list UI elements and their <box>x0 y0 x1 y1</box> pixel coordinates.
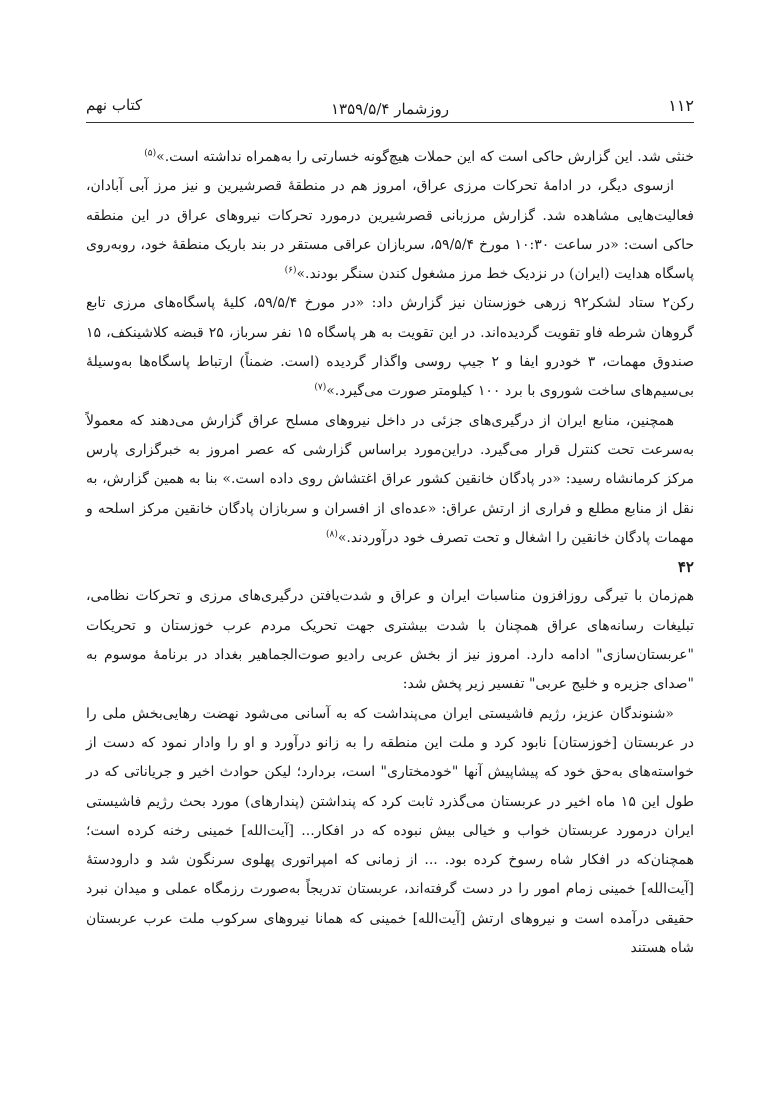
header-title: روزشمار ۱۳۵۹/۵/۴ <box>330 100 449 118</box>
paragraph: هم‌زمان با تیرگی روزافزون مناسبات ایران و عراق و شدت‌یافتن درگیری‌های مرزی و تحرکات نظامی، تبلیغات رسانه‌های عراق همچنان با شدت بیشتری جهت تحریک مردم عرب خوزستان و تحریکات "عربستان‌سازی" ادامه دارد. امروز نیز از بخش عربی رادیو صوت‌الجماهیر بغداد در برنامهٔ موسوم به "صدای جزیره و خلیج عربی" تفسیر زیر پخش شد: <box>86 588 694 693</box>
footnote-ref: (۷) <box>314 382 327 393</box>
running-header <box>86 92 694 126</box>
footnote-ref: (۵) <box>144 148 157 159</box>
footnote-ref: (۶) <box>284 265 297 276</box>
paragraph: «شنوندگان عزیز، رژیم فاشیستی ایران می‌پنداشت که به آسانی می‌شود نهضت رهایی‌بخش ملی را در عربستان [خوزستان] نابود کرد و ملت این منطقه را به زانو درآورد و او را وادار نمود که دست از خواسته‌های به‌حق خود که پیشاپیش آنها "خودمختاری" است، بردارد؛ لیکن حوادث اخیر و جریاناتی که در طول این ۱۵ ماه اخیر در عربستان می‌گذرد ثابت کرد که پنداشتن (پندارهای) مورد بحث رژیم فاشیستی ایران درمورد عربستان خواب و خیالی بیش نبوده که در افکار... [آیت‌الله] خمینی رخنه کرده است؛ همچنان‌که در افکار شاه رسوخ کرده بود. ... از زمانی که امپراتوری پهلوی سرنگون شد و دارودستهٔ [آیت‌الله] خمینی زمام امور را در دست گرفته‌اند، عربستان تدریجاً به‌صورت رزمگاه عملی و میدان نبرد حقیقی درآمده است و نیروهای ارتش [آیت‌الله] خمینی که همانا نیروهای سرکوب ملت عرب عربستان شاه هستند <box>86 705 694 957</box>
section-number: ۴۲ <box>677 558 694 577</box>
paragraph: خنثی شد. این گزارش حاکی است که این حملات هیچ‌گونه خسارتی را به‌همراه نداشته است.»$^{(۵)}$ <box>144 148 694 165</box>
page-number: ۱۱۲ <box>668 96 694 115</box>
paragraph: ازسوی دیگر، در ادامهٔ تحرکات مرزی عراق، امروز هم در منطقهٔ قصرشیرین و نیز مرز آبی آبادان، فعالیت‌هایی مشاهده شد. گزارش مرزبانی قصرشیرین درمورد تحرکات نیروهای عراق در این منطقه حاکی است: «در ساعت ۱۰:۳۰ مورخ ۵۹/۵/۴، سربازان عراقی مستقر در بند باریک منطقهٔ خود، روبه‌روی پاسگاه هدایت (ایران) در نزدیک خط مرز مشغول کندن سنگر بودند.»$^{(۶)}$ <box>86 178 695 283</box>
header-rule <box>86 122 694 123</box>
body-text <box>86 143 694 963</box>
footnote-ref: (۸) <box>325 529 338 540</box>
book-title: کتاب نهم <box>86 96 143 114</box>
paragraph: همچنین، منابع ایران از درگیری‌های جزئی در داخل نیروهای مسلح عراق گزارش می‌دهند که معمولاً به‌سرعت تحت کنترل قرار می‌گیرد. دراین‌مورد براساس گزارشی که عصر امروز به خبرگزاری پارس مرکز کرمانشاه رسید: «در پادگان خانقین کشور عراق اغتشاش روی داده است.» بنا به همین گزارش، به نقل از منابع مطلع و فراری از ارتش عراق: «عده‌ای از افسران و سربازان پادگان خانقین مرکز اسلحه و مهمات پادگان خانقین را اشغال و تحت تصرف خود درآوردند.»$^{(۸)}$ <box>86 412 694 546</box>
paragraph: رکن۲ ستاد لشکر۹۲ زرهی خوزستان نیز گزارش داد: «در مورخ ۵۹/۵/۴، کلیهٔ پاسگاه‌های مرزی تابع گروهان شرطه فاو تقویت گردیده‌اند. در این تقویت به هر پاسگاه ۱۵ نفر سرباز، ۲۵ قبضه کلاشینکف، ۱۵ صندوق مهمات، ۳ خودرو ایفا و ۲ جیپ روسی واگذار گردیده (است. ضمناً) ارتباط پاسگاه‌ها به‌وسیلهٔ بی‌سیم‌های ساخت شوروی با برد ۱۰۰ کیلومتر صورت می‌گیرد.»$^{(۷)}$ <box>86 295 695 400</box>
